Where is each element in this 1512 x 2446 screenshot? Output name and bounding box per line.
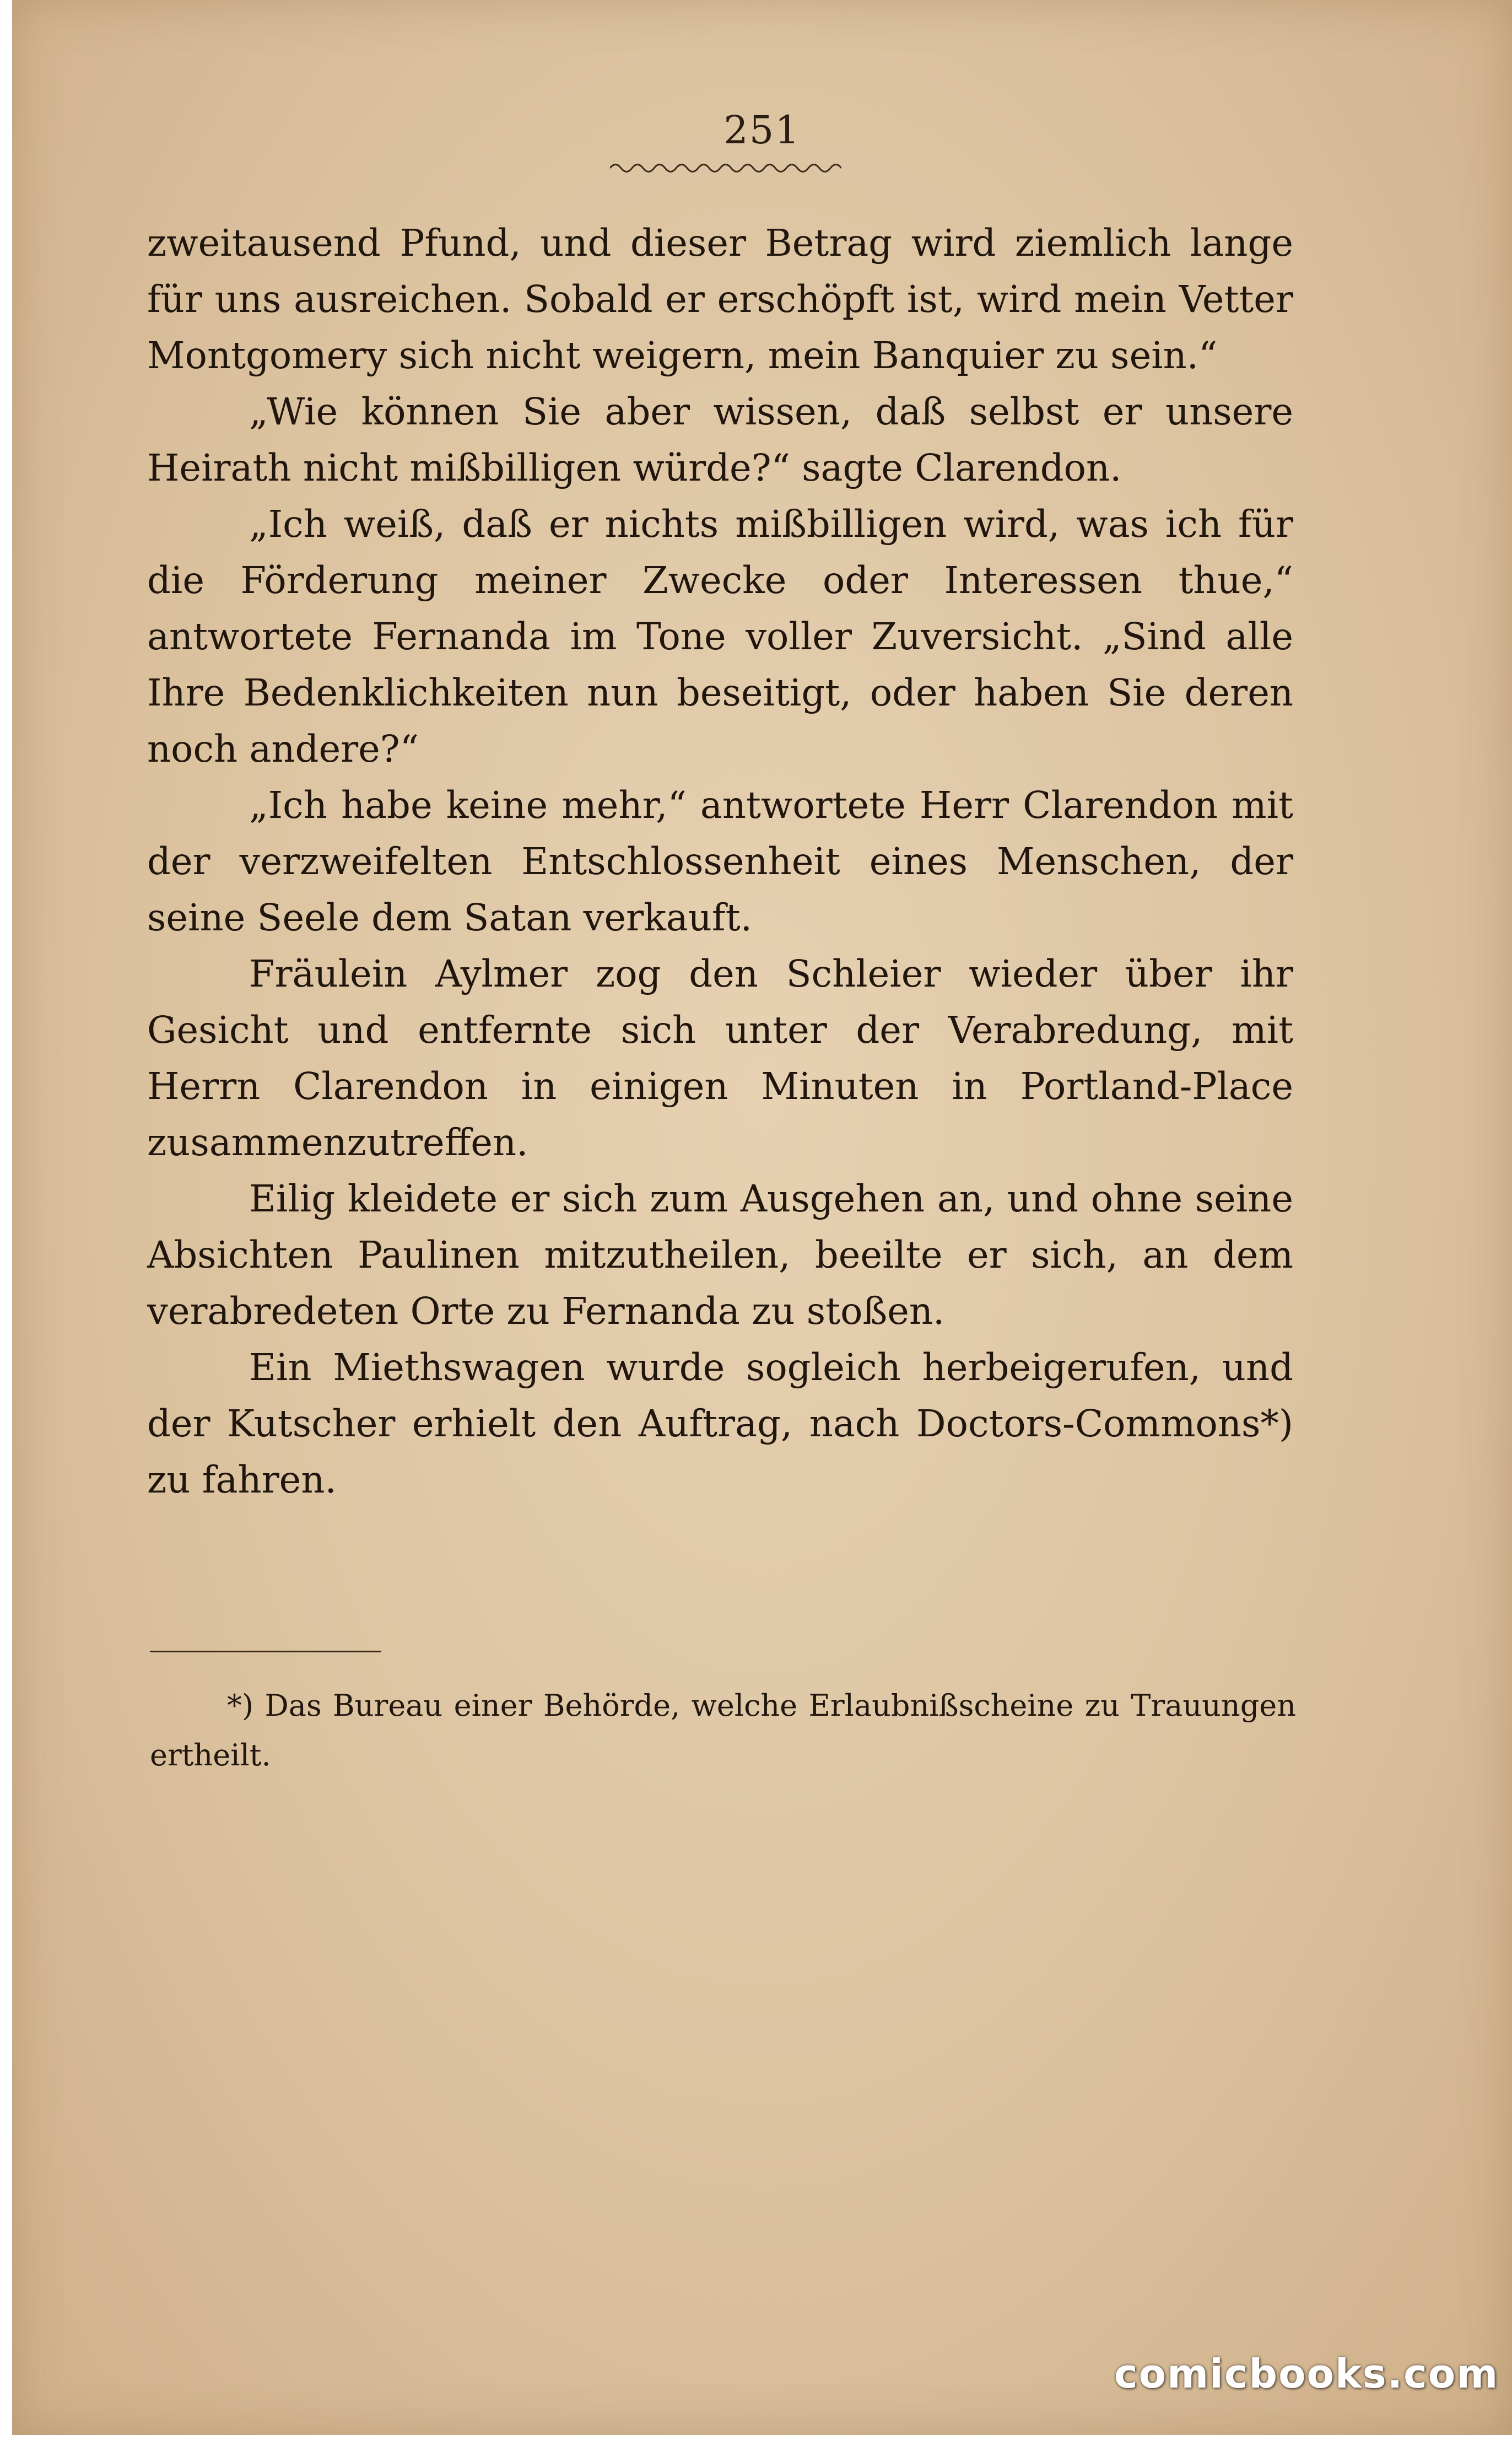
paragraph-3: „Ich weiß, daß er nichts mißbilligen wird, was ich für die Förderung meiner Zwecke oder Interessen thue,“ antwortete Fernanda im Tone voller Zuversicht. „Sind alle Ihre Bedenklichkeiten nun beseitigt, oder haben Sie deren noch andere?“ [147, 503, 1293, 771]
paragraph-1: zweitausend Pfund, und dieser Betrag wird ziemlich lange für uns ausreichen. Sobald er erschöpft ist, wird mein Vetter Montgomery sich nicht weigern, mein Banquier zu sein.“ [147, 222, 1293, 377]
paragraph-5: Fräulein Aylmer zog den Schleier wieder über ihr Gesicht und entfernte sich unter der Verabredung, mit Herrn Clarendon in einigen Minuten in Portland-Place zusammenzutreffen. [147, 952, 1293, 1164]
footnote: *) Das Bureau einer Behörde, welche Erlaubnißscheine zu Trauungen ertheilt. [150, 1688, 1296, 1772]
paragraph-6: Eilig kleidete er sich zum Ausgehen an, und ohne seine Absichten Paulinen mitzutheilen, beeilte er sich, an dem verabredeten Orte zu Fernanda zu stoßen. [147, 1177, 1293, 1333]
paragraph-2: „Wie können Sie aber wissen, daß selbst er unsere Heirath nicht mißbilligen würde?“ sagte Clarendon. [147, 390, 1293, 489]
book-page [12, 0, 1512, 2435]
page-number: 251 [723, 107, 801, 153]
body-text [147, 215, 1293, 1508]
paragraph-7: Ein Miethswagen wurde sogleich herbeigerufen, und der Kutscher erhielt den Auftrag, nach Doctors-Commons*) zu fahren. [147, 1346, 1293, 1501]
footnote-divider [150, 1651, 381, 1652]
paragraph-4: „Ich habe keine mehr,“ antwortete Herr Clarendon mit der verzweifelten Entschlossenheit eines Menschen, der seine Seele dem Satan verkauft. [147, 784, 1293, 939]
watermark: comicbooks.com [1114, 2351, 1499, 2397]
wavy-ornament [610, 160, 841, 176]
